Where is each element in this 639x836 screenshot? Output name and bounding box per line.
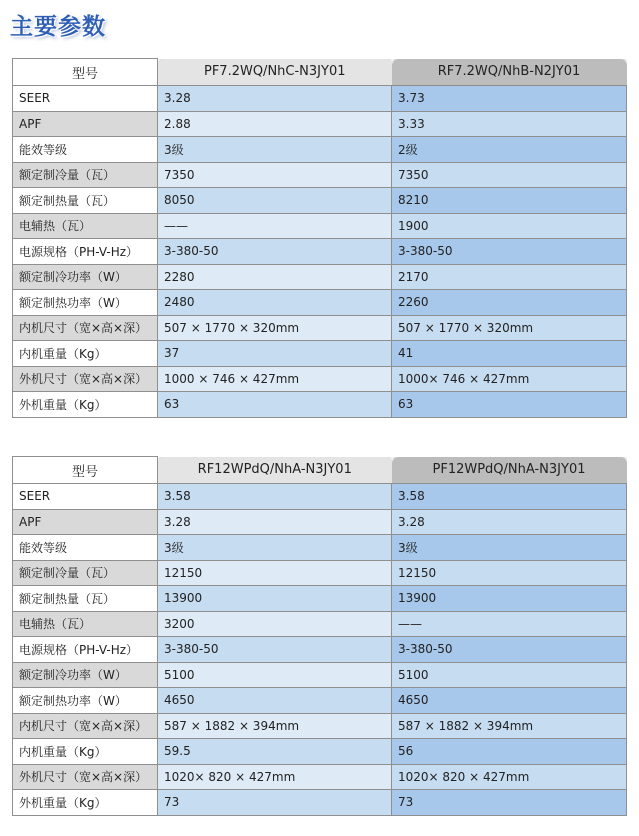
spec-label: 电源规格（PH-V-Hz） [13, 239, 158, 265]
table-row [13, 688, 627, 714]
spec-value-model-1: 63 [158, 392, 392, 418]
spec-label: APF [13, 111, 158, 137]
spec-value-model-1: 3级 [158, 535, 392, 561]
table-row [13, 484, 627, 510]
spec-value-model-2: 3.73 [392, 86, 627, 112]
table-row [13, 611, 627, 637]
spec-label: 内机尺寸（宽×高×深） [13, 315, 158, 341]
spec-value-model-2: 2170 [392, 264, 627, 290]
spec-value-model-2: 2260 [392, 290, 627, 316]
spec-value-model-1: 3200 [158, 611, 392, 637]
spec-value-model-2: 63 [392, 392, 627, 418]
spec-value-model-1: 73 [158, 790, 392, 816]
table-row [13, 366, 627, 392]
spec-value-model-2: 13900 [392, 586, 627, 612]
spec-label: 电辅热（瓦） [13, 611, 158, 637]
spec-value-model-1: 8050 [158, 188, 392, 214]
spec-value-model-1: 3级 [158, 137, 392, 163]
table-row [13, 137, 627, 163]
model-header-label: 型号 [13, 457, 158, 484]
model-name-column-1: PF7.2WQ/NhC-N3JY01 [158, 59, 392, 86]
spec-table-body [13, 59, 627, 418]
spec-label: 额定制冷功率（W） [13, 264, 158, 290]
table-row [13, 315, 627, 341]
spec-value-model-1: 3.28 [158, 86, 392, 112]
spec-value-model-1: 507 × 1770 × 320mm [158, 315, 392, 341]
spec-value-model-1: 3.28 [158, 509, 392, 535]
header-row [13, 59, 627, 86]
spec-value-model-2: 3-380-50 [392, 239, 627, 265]
model-name-column-2: PF12WPdQ/NhA-N3JY01 [392, 457, 627, 484]
spec-label: APF [13, 509, 158, 535]
spec-value-model-1: 3-380-50 [158, 239, 392, 265]
spec-value-model-1: 13900 [158, 586, 392, 612]
spec-value-model-1: 1000 × 746 × 427mm [158, 366, 392, 392]
spec-value-model-2: 3级 [392, 535, 627, 561]
spec-value-model-1: 37 [158, 341, 392, 367]
spec-label: 外机尺寸（宽×高×深） [13, 366, 158, 392]
table-row [13, 86, 627, 112]
table-row [13, 239, 627, 265]
spec-value-model-1: 5100 [158, 662, 392, 688]
spec-label: 电源规格（PH-V-Hz） [13, 637, 158, 663]
table-row [13, 535, 627, 561]
spec-label: 外机尺寸（宽×高×深） [13, 764, 158, 790]
spec-value-model-2: 5100 [392, 662, 627, 688]
spec-value-model-2: 587 × 1882 × 394mm [392, 713, 627, 739]
table-row [13, 188, 627, 214]
model-name-column-1: RF12WPdQ/NhA-N3JY01 [158, 457, 392, 484]
spec-value-model-2: 3-380-50 [392, 637, 627, 663]
table-row [13, 341, 627, 367]
spec-value-model-2: 3.58 [392, 484, 627, 510]
spec-value-model-2: 507 × 1770 × 320mm [392, 315, 627, 341]
model-header-label: 型号 [13, 59, 158, 86]
spec-label: 额定制热量（瓦） [13, 188, 158, 214]
spec-label: 额定制冷量（瓦） [13, 560, 158, 586]
table-row [13, 790, 627, 816]
spec-value-model-1: 7350 [158, 162, 392, 188]
table-row [13, 713, 627, 739]
spec-value-model-2: 7350 [392, 162, 627, 188]
spec-table-body [13, 457, 627, 816]
spec-label: 额定制热功率（W） [13, 688, 158, 714]
spec-value-model-2: 2级 [392, 137, 627, 163]
spec-label: 能效等级 [13, 137, 158, 163]
spec-value-model-2: 8210 [392, 188, 627, 214]
spec-label: 额定制冷量（瓦） [13, 162, 158, 188]
spec-label: 额定制热量（瓦） [13, 586, 158, 612]
spec-value-model-1: —— [158, 213, 392, 239]
spec-value-model-2: 3.28 [392, 509, 627, 535]
spec-value-model-2: 73 [392, 790, 627, 816]
spec-value-model-1: 2280 [158, 264, 392, 290]
spec-value-model-1: 587 × 1882 × 394mm [158, 713, 392, 739]
spec-label: 额定制冷功率（W） [13, 662, 158, 688]
spec-value-model-2: 12150 [392, 560, 627, 586]
spec-value-model-1: 4650 [158, 688, 392, 714]
page-title: 主要参数 [10, 14, 106, 40]
spec-value-model-1: 2.88 [158, 111, 392, 137]
spec-value-model-2: 1000× 746 × 427mm [392, 366, 627, 392]
spec-table [12, 58, 627, 418]
spec-value-model-1: 3-380-50 [158, 637, 392, 663]
spec-label: 额定制热功率（W） [13, 290, 158, 316]
spec-label: SEER [13, 484, 158, 510]
table-row [13, 162, 627, 188]
spec-label: 电辅热（瓦） [13, 213, 158, 239]
table-row [13, 392, 627, 418]
spec-value-model-1: 3.58 [158, 484, 392, 510]
spec-value-model-2: 1020× 820 × 427mm [392, 764, 627, 790]
table-row [13, 509, 627, 535]
spec-label: 内机尺寸（宽×高×深） [13, 713, 158, 739]
table-row [13, 586, 627, 612]
table-row [13, 637, 627, 663]
spec-label: 外机重量（Kg） [13, 790, 158, 816]
spec-value-model-2: 41 [392, 341, 627, 367]
table-row [13, 213, 627, 239]
spec-value-model-1: 12150 [158, 560, 392, 586]
spec-table [12, 456, 627, 816]
table-row [13, 764, 627, 790]
spec-value-model-1: 2480 [158, 290, 392, 316]
table-row [13, 264, 627, 290]
table-row [13, 290, 627, 316]
table-row [13, 560, 627, 586]
spec-value-model-1: 1020× 820 × 427mm [158, 764, 392, 790]
spec-value-model-2: 4650 [392, 688, 627, 714]
spec-value-model-2: 1900 [392, 213, 627, 239]
spec-value-model-1: 59.5 [158, 739, 392, 765]
spec-label: 外机重量（Kg） [13, 392, 158, 418]
spec-value-model-2: 56 [392, 739, 627, 765]
table-row [13, 662, 627, 688]
spec-value-model-2: —— [392, 611, 627, 637]
spec-label: 能效等级 [13, 535, 158, 561]
spec-label: 内机重量（Kg） [13, 341, 158, 367]
table-row [13, 739, 627, 765]
header-row [13, 457, 627, 484]
spec-label: 内机重量（Kg） [13, 739, 158, 765]
spec-value-model-2: 3.33 [392, 111, 627, 137]
table-row [13, 111, 627, 137]
spec-label: SEER [13, 86, 158, 112]
model-name-column-2: RF7.2WQ/NhB-N2JY01 [392, 59, 627, 86]
